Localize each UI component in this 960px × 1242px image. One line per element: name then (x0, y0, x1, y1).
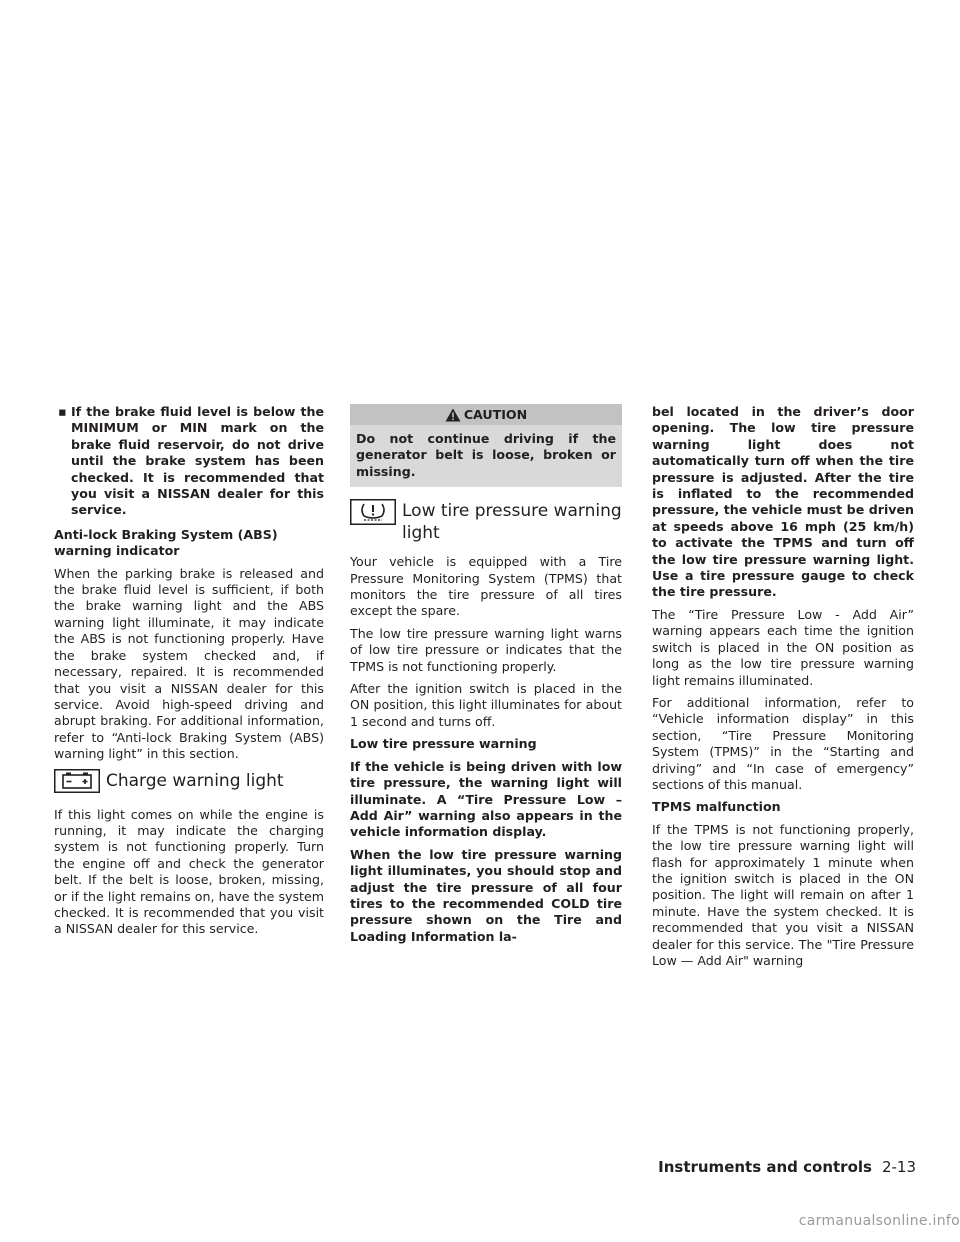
square-bullet-icon: ▪ (58, 404, 67, 419)
battery-icon (54, 769, 100, 797)
brake-fluid-bullet-text: If the brake fluid level is below the MINIMUM or MIN mark on the brake fluid reservoir, do not drive until the brake system has been checked. It is recommended that you visit a NISSAN dealer for this service. (71, 404, 324, 518)
page-number: 2-13 (881, 1158, 916, 1176)
charge-paragraph: If this light comes on while the engine is running, it may indicate the charging system is not functioning properly. Turn the engine off and check the generator belt. If the belt is loose, broken, missing, or if the light remains on, have the system checked. It is recommended that you visit a NISSAN dealer for this service. (54, 806, 324, 937)
charge-warning-heading (54, 769, 324, 797)
brake-fluid-bullet (54, 404, 324, 519)
low-tire-bold-2: When the low tire pressure warning light illuminates, you should stop and adjust the tire pressure of all four tires to the recommended COLD tire pressure shown on the Tire and Loading Information la- (350, 846, 622, 944)
tpms-paragraph-1: Your vehicle is equipped with a Tire Pressure Monitoring System (TPMS) that monitors the tire pressure of all tires except the spare. (350, 554, 622, 619)
col3-paragraph-1: The “Tire Pressure Low - Add Air” warning appears each time the ignition switch is placed in the ON position as long as the low tire pressure warning light remains illuminated. (652, 606, 914, 688)
column-3 (652, 404, 914, 975)
abs-heading: Anti-lock Braking System (ABS) warning indicator (54, 526, 278, 559)
low-tire-bold-continued: bel located in the driver’s door opening. The low tire pressure warning light does not automatically turn off when the tire pressure is adjusted. After the tire is inflated to the recommended pressure, the vehicle must be driven at speeds above 16 mph (25 km/h) to activate the TPMS and turn off the low tire pressure warning light. Use a tire pressure gauge to check the tire pressure. (652, 404, 914, 600)
low-tire-bold-1: If the vehicle is being driven with low tire pressure, the warning light will illuminate. A “Tire Pressure Low – Add Air” warning also appears in the vehicle information display. (350, 758, 622, 840)
caution-label: CAUTION (463, 407, 528, 422)
tire-pressure-icon (350, 499, 396, 529)
page-footer (658, 1158, 916, 1176)
tire-pressure-title: Low tire pressure warning light (402, 501, 622, 544)
tire-pressure-heading (350, 499, 622, 544)
column-1 (54, 404, 324, 944)
caution-text: Do not continue driving if the generator belt is loose, broken or missing. (356, 431, 616, 479)
tpms-malfunction-heading: TPMS malfunction (652, 799, 781, 815)
footer-section-title: Instruments and controls (658, 1158, 872, 1176)
caution-box (350, 404, 622, 487)
charge-warning-title: Charge warning light (106, 770, 284, 791)
col3-paragraph-3: If the TPMS is not functioning properly, the low tire pressure warning light will flash for approximately 1 minute when the ignition switch is placed in the ON position. The light will remain on after 1 minute. Have the system checked. It is recommended that you visit a NISSAN dealer for this service. The "Tire Pressure Low — Add Air" warning (652, 821, 914, 968)
low-tire-subheading: Low tire pressure warning (350, 736, 537, 752)
tpms-paragraph-3: After the ignition switch is placed in the ON position, this light illuminates for about 1 second and turns off. (350, 681, 622, 729)
abs-paragraph: When the parking brake is released and the brake fluid level is sufficient, if both the brake warning light and the ABS warning light illuminate, it may indicate the ABS is not functioning properly. Have the brake system checked and, if necessary, repaired. It is recommended that you visit a NISSAN dealer for this service. Avoid high-speed driving and abrupt braking. For additional information, refer to “Anti-lock Braking System (ABS) warning light” in this section. (54, 565, 324, 762)
watermark: carmanualsonline.info (798, 1213, 960, 1229)
tpms-paragraph-2: The low tire pressure warning light warns of low tire pressure or indicates that the TPMS is not functioning properly. (350, 625, 622, 674)
column-2 (350, 404, 622, 951)
caution-header (350, 404, 622, 425)
warning-triangle-icon (445, 408, 461, 422)
col3-paragraph-2: For additional information, refer to “Vehicle information display” in this section, “Tire Pressure Monitoring System (TPMS)” in the “Starting and driving” and “In case of emergency” sections of this manual. (652, 694, 914, 792)
